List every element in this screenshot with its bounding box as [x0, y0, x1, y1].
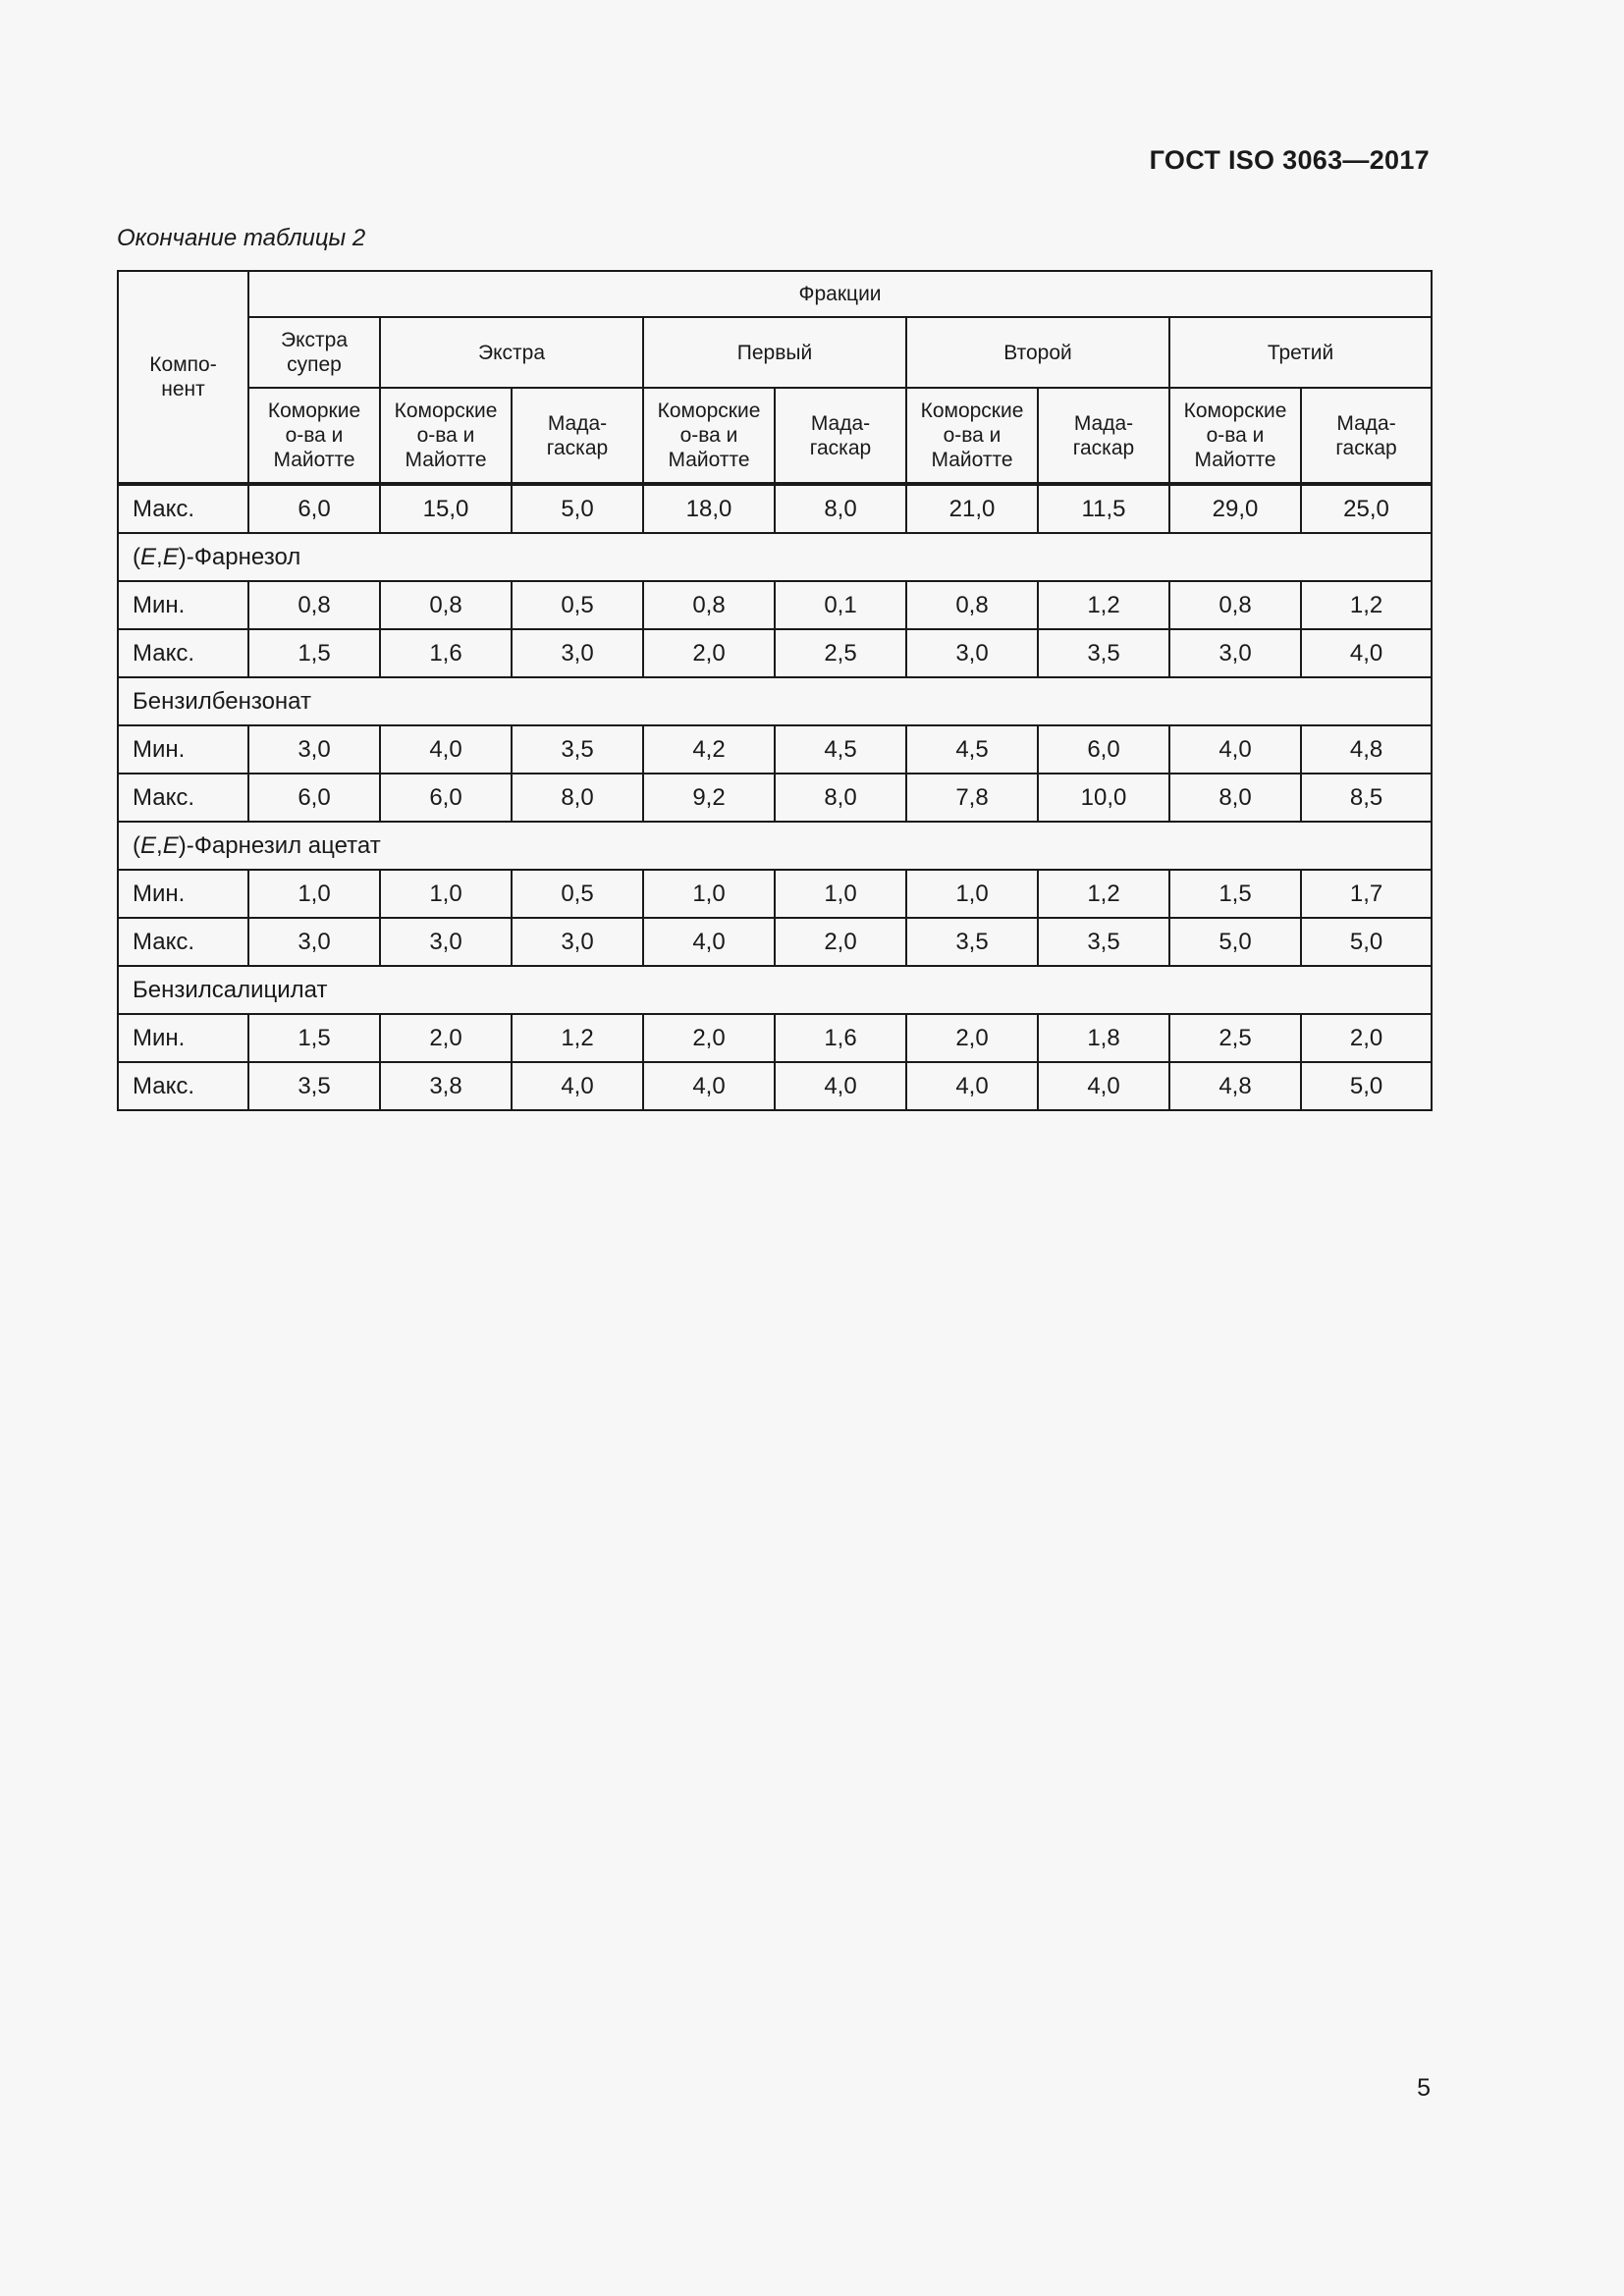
row-label: Мин.: [118, 1014, 248, 1062]
value-cell: 10,0: [1038, 774, 1169, 822]
grade-header: Экстра супер: [248, 317, 380, 388]
section-title: Бензилбензонат: [118, 677, 1432, 725]
table-row: [118, 774, 1432, 822]
table-row: [118, 870, 1432, 918]
row-label: Макс.: [118, 484, 248, 533]
value-cell: 29,0: [1169, 484, 1301, 533]
value-cell: 3,5: [906, 918, 1038, 966]
value-cell: 2,0: [643, 1014, 775, 1062]
value-cell: 4,5: [906, 725, 1038, 774]
section-title-part: E: [162, 543, 179, 570]
value-cell: 5,0: [1301, 918, 1432, 966]
value-cell: 6,0: [248, 484, 380, 533]
value-cell: 5,0: [512, 484, 643, 533]
value-cell: 1,0: [906, 870, 1038, 918]
value-cell: 18,0: [643, 484, 775, 533]
table-caption: Окончание таблицы 2: [117, 225, 366, 251]
origin-header: Мада- гаскар: [1301, 388, 1432, 484]
value-cell: 6,0: [1038, 725, 1169, 774]
section-title-part: (: [133, 831, 140, 859]
value-cell: 5,0: [1169, 918, 1301, 966]
value-cell: 0,1: [775, 581, 906, 629]
value-cell: 4,0: [380, 725, 512, 774]
value-cell: 0,8: [1169, 581, 1301, 629]
value-cell: 3,5: [512, 725, 643, 774]
section-title: [118, 533, 1432, 581]
value-cell: 1,0: [643, 870, 775, 918]
value-cell: 5,0: [1301, 1062, 1432, 1110]
value-cell: 7,8: [906, 774, 1038, 822]
value-cell: 3,0: [906, 629, 1038, 677]
origin-header: Коморские о-ва и Майотте: [906, 388, 1038, 484]
value-cell: 1,0: [775, 870, 906, 918]
value-cell: 0,5: [512, 581, 643, 629]
table-row: [118, 484, 1432, 533]
section-title: Бензилсалицилат: [118, 966, 1432, 1014]
table-row: [118, 725, 1432, 774]
value-cell: 0,8: [248, 581, 380, 629]
grade-header: Экстра: [380, 317, 643, 388]
origin-header: Коморские о-ва и Майотте: [1169, 388, 1301, 484]
value-cell: 3,0: [380, 918, 512, 966]
origin-header: Коморкие о-ва и Майотте: [248, 388, 380, 484]
value-cell: 25,0: [1301, 484, 1432, 533]
section-title-part: ,: [156, 543, 163, 570]
section-row: [118, 533, 1432, 581]
origin-header: Мада- гаскар: [1038, 388, 1169, 484]
value-cell: 4,0: [906, 1062, 1038, 1110]
value-cell: 8,5: [1301, 774, 1432, 822]
section-title-part: ,: [156, 831, 163, 859]
row-label: Мин.: [118, 581, 248, 629]
value-cell: 2,5: [1169, 1014, 1301, 1062]
value-cell: 8,0: [775, 484, 906, 533]
value-cell: 2,0: [1301, 1014, 1432, 1062]
value-cell: 2,0: [380, 1014, 512, 1062]
value-cell: 2,0: [775, 918, 906, 966]
value-cell: 4,0: [775, 1062, 906, 1110]
section-title-part: E: [140, 831, 157, 859]
origin-header: Мада- гаскар: [512, 388, 643, 484]
value-cell: 4,0: [1038, 1062, 1169, 1110]
row-label: Мин.: [118, 725, 248, 774]
table-row: [118, 1014, 1432, 1062]
table-row: [118, 1062, 1432, 1110]
value-cell: 3,0: [248, 918, 380, 966]
section-row: [118, 966, 1432, 1014]
value-cell: 9,2: [643, 774, 775, 822]
value-cell: 8,0: [775, 774, 906, 822]
value-cell: 4,0: [512, 1062, 643, 1110]
page-number: 5: [1417, 2074, 1431, 2102]
value-cell: 1,2: [512, 1014, 643, 1062]
value-cell: 1,0: [248, 870, 380, 918]
grade-header: Третий: [1169, 317, 1432, 388]
value-cell: 3,0: [512, 918, 643, 966]
section-title-part: )-Фарнезол: [178, 543, 301, 570]
section-row: [118, 677, 1432, 725]
value-cell: 1,6: [775, 1014, 906, 1062]
value-cell: 21,0: [906, 484, 1038, 533]
section-row: [118, 822, 1432, 870]
value-cell: 4,0: [1301, 629, 1432, 677]
row-label: Мин.: [118, 870, 248, 918]
value-cell: 1,0: [380, 870, 512, 918]
value-cell: 6,0: [380, 774, 512, 822]
value-cell: 1,2: [1038, 870, 1169, 918]
table-row: [118, 581, 1432, 629]
row-label: Макс.: [118, 629, 248, 677]
value-cell: 3,0: [1169, 629, 1301, 677]
row-label: Макс.: [118, 774, 248, 822]
row-label: Макс.: [118, 1062, 248, 1110]
section-title-part: (: [133, 543, 140, 570]
value-cell: 4,8: [1169, 1062, 1301, 1110]
value-cell: 2,0: [643, 629, 775, 677]
section-title-part: E: [140, 543, 157, 570]
value-cell: 4,0: [643, 1062, 775, 1110]
value-cell: 6,0: [248, 774, 380, 822]
value-cell: 1,5: [248, 629, 380, 677]
section-title-part: )-Фарнезил ацетат: [178, 831, 381, 859]
value-cell: 0,8: [643, 581, 775, 629]
value-cell: 1,8: [1038, 1014, 1169, 1062]
value-cell: 1,5: [248, 1014, 380, 1062]
document-code: ГОСТ ISO 3063—2017: [1149, 145, 1430, 175]
value-cell: 0,5: [512, 870, 643, 918]
value-cell: 1,6: [380, 629, 512, 677]
value-cell: 3,5: [1038, 629, 1169, 677]
value-cell: 8,0: [1169, 774, 1301, 822]
origin-header: Коморские о-ва и Майотте: [380, 388, 512, 484]
value-cell: 3,5: [248, 1062, 380, 1110]
value-cell: 3,0: [512, 629, 643, 677]
value-cell: 2,0: [906, 1014, 1038, 1062]
value-cell: 4,2: [643, 725, 775, 774]
section-title: [118, 822, 1432, 870]
component-header: Компо- нент: [118, 271, 248, 484]
table-row: [118, 629, 1432, 677]
origin-header: Мада- гаскар: [775, 388, 906, 484]
origin-header: Коморские о-ва и Майотте: [643, 388, 775, 484]
value-cell: 1,2: [1301, 581, 1432, 629]
value-cell: 3,8: [380, 1062, 512, 1110]
value-cell: 11,5: [1038, 484, 1169, 533]
value-cell: 1,5: [1169, 870, 1301, 918]
value-cell: 8,0: [512, 774, 643, 822]
value-cell: 4,8: [1301, 725, 1432, 774]
value-cell: 1,2: [1038, 581, 1169, 629]
value-cell: 3,0: [248, 725, 380, 774]
value-cell: 2,5: [775, 629, 906, 677]
value-cell: 4,0: [643, 918, 775, 966]
row-label: Макс.: [118, 918, 248, 966]
section-title-part: E: [162, 831, 179, 859]
value-cell: 4,5: [775, 725, 906, 774]
fractions-header: Фракции: [248, 271, 1432, 317]
value-cell: 0,8: [906, 581, 1038, 629]
value-cell: 3,5: [1038, 918, 1169, 966]
grade-header: Второй: [906, 317, 1169, 388]
value-cell: 15,0: [380, 484, 512, 533]
value-cell: 1,7: [1301, 870, 1432, 918]
value-cell: 4,0: [1169, 725, 1301, 774]
fractions-table: [117, 270, 1433, 1111]
table-row: [118, 918, 1432, 966]
grade-header: Первый: [643, 317, 906, 388]
value-cell: 0,8: [380, 581, 512, 629]
